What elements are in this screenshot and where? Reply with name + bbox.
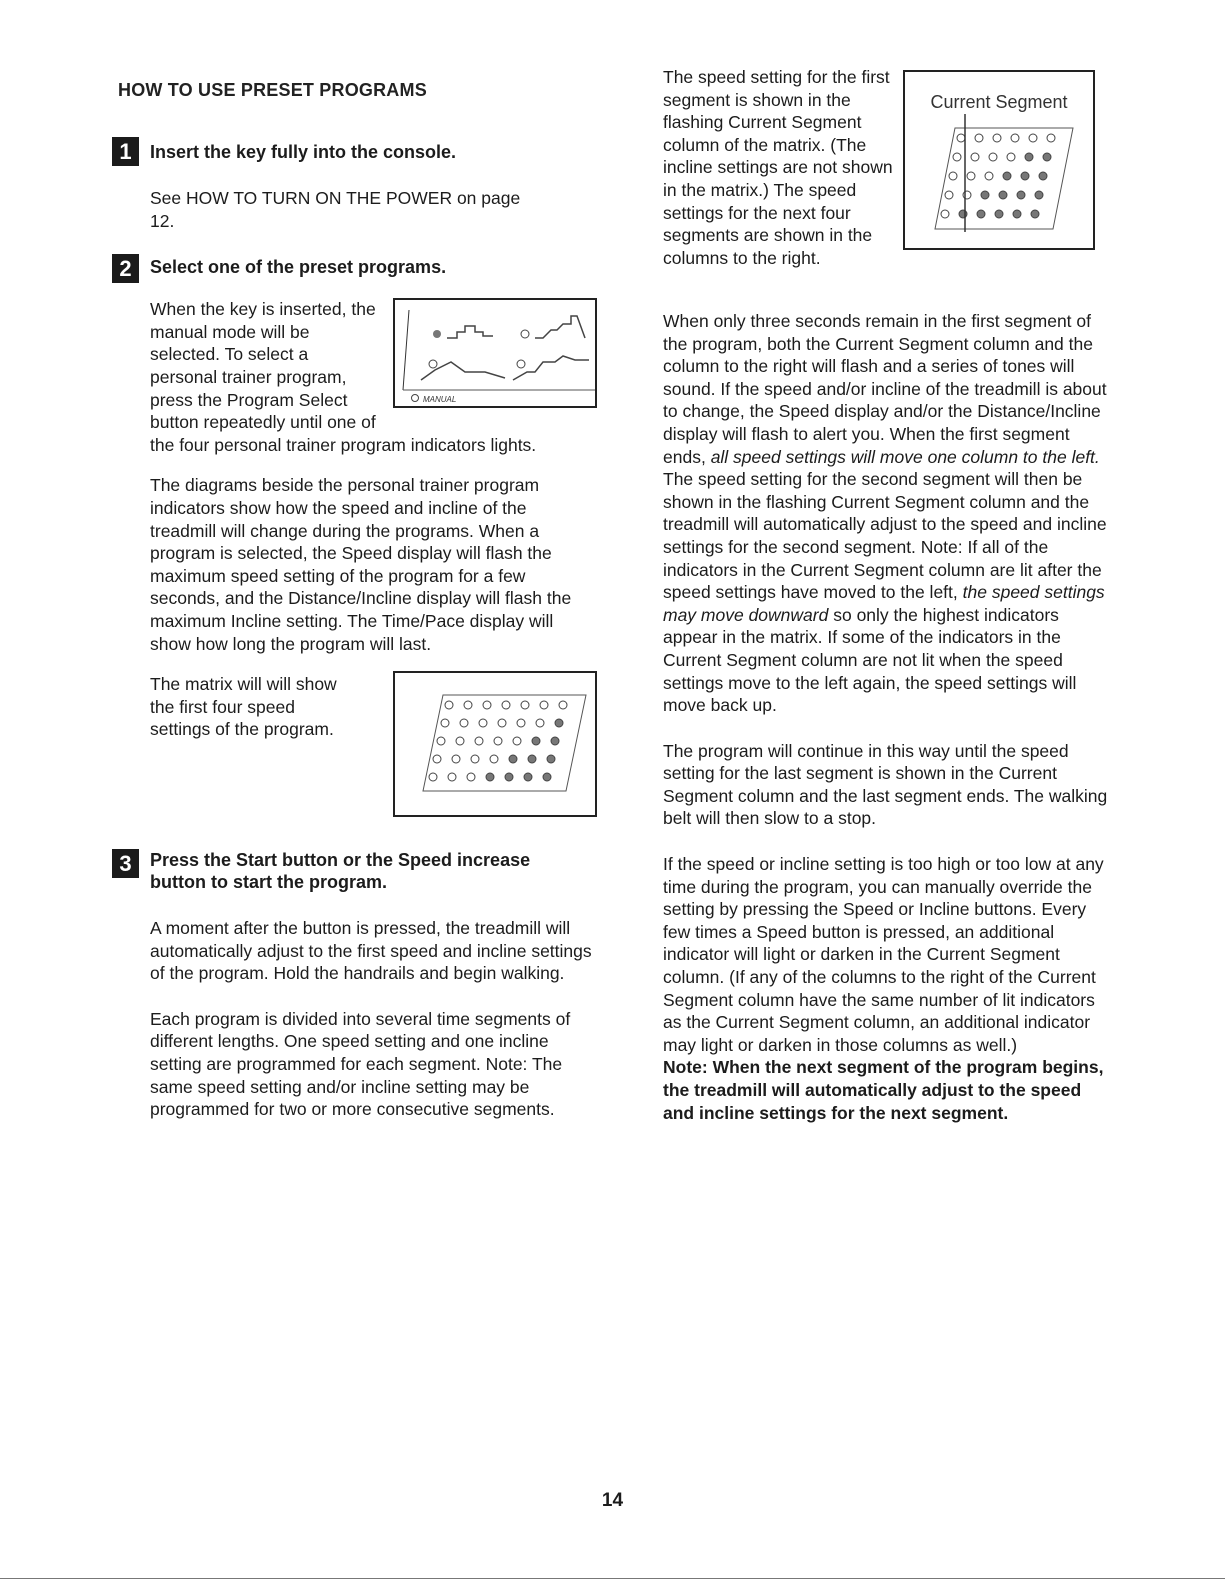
- current-segment-figure: [903, 70, 1095, 250]
- step-3-title: Press the Start button or the Speed increase button to start the program.: [150, 850, 531, 893]
- matrix-indicator: [464, 701, 472, 709]
- matrix-indicator: [941, 210, 949, 218]
- matrix-indicator: [1007, 153, 1015, 161]
- step-3: [112, 849, 597, 1121]
- matrix-indicator: [953, 153, 961, 161]
- manual-label: MANUAL: [423, 395, 457, 405]
- matrix-indicator: [509, 755, 517, 763]
- matrix-indicator: [528, 755, 536, 763]
- program-indicator-figure: [393, 298, 597, 408]
- right-column: [663, 66, 1113, 1124]
- matrix-indicator: [521, 701, 529, 709]
- matrix-indicator: [456, 737, 464, 745]
- step-3-text-1: A moment after the button is pressed, the treadmill will automatically adjust to the first speed and incline settings of the program. Hold the handrails and begin walking.: [150, 918, 592, 984]
- current-segment-label: Current Segment: [930, 92, 1068, 112]
- matrix-indicator: [460, 719, 468, 727]
- step-2-text-2: The diagrams beside the personal trainer program indicators show how the speed and incline of the treadmill will change during the programs. When a program is selected, the Speed display will flash the maximum speed setting of the program for a few seconds, and the Distance/Incline display will flash the maximum Incline setting. The Time/Pace display will show how long the program will last.: [150, 475, 572, 654]
- p1-text-a: When only three seconds remain in the first segment of the program, both the Current Segment column and the column to the right will flash and a series of tones will sound. If the speed and/or incline of the treadmill is about to change, the Speed display and/or the Distance/Incline display will flash to alert you. When the first segment ends,: [663, 311, 1107, 467]
- left-column: [112, 70, 597, 1121]
- matrix-indicator: [547, 755, 555, 763]
- p1-text-e: so only the highest indicators appear in the matrix. If some of the indicators in the Current Segment column are not lit when the speed settings move to the left again, the speed settings will move back up.: [663, 604, 1077, 716]
- matrix-indicator: [467, 773, 475, 781]
- matrix-indicator: [1043, 153, 1051, 161]
- matrix-indicator: [981, 191, 989, 199]
- matrix-indicator: [949, 172, 957, 180]
- intro-text: The speed setting for the first segment is shown in the flashing Current Segment column of the matrix. (The incline settings are not shown in the matrix.) The speed settings for the next four segments are shown in the columns to the right.: [663, 67, 893, 268]
- step-number-badge: 2: [112, 254, 139, 283]
- matrix-indicator: [498, 719, 506, 727]
- matrix-indicator: [971, 153, 979, 161]
- matrix-indicator: [945, 191, 953, 199]
- p1-italic-b: all speed settings will move one column to the left.: [710, 446, 1100, 467]
- matrix-indicator: [445, 701, 453, 709]
- matrix-indicator: [517, 719, 525, 727]
- matrix-indicator: [993, 134, 1001, 142]
- matrix-indicator: [957, 134, 965, 142]
- matrix-indicator: [963, 191, 971, 199]
- step-2-title: Select one of the preset programs.: [150, 257, 447, 278]
- matrix-indicator: [1011, 134, 1019, 142]
- matrix-indicator: [555, 719, 563, 727]
- step-1-text: See HOW TO TURN ON THE POWER on page 12.: [150, 188, 521, 231]
- p1-text-c: The speed setting for the second segment will then be shown in the flashing Current Segment column and the treadmill will automatically adjust to the speed and incline settings for the second segment. Note: If all of the indicators in the Current Segment column are lit after the speed settings have moved to the left,: [663, 469, 1107, 603]
- matrix-indicator: [490, 755, 498, 763]
- matrix-indicator: [1029, 134, 1037, 142]
- step-2: [112, 256, 597, 823]
- step-number-badge: 1: [112, 137, 139, 166]
- matrix-figure: [393, 671, 597, 817]
- matrix-indicator: [505, 773, 513, 781]
- matrix-indicator: [532, 737, 540, 745]
- matrix-indicator: [1039, 172, 1047, 180]
- matrix-indicator: [999, 191, 1007, 199]
- matrix-indicator: [1003, 172, 1011, 180]
- step-number-badge: 3: [112, 849, 139, 878]
- right-paragraph-2: The program will continue in this way until the speed setting for the last segment is shown in the Current Segment column and the last segment ends. The walking belt will then slow to a stop.: [663, 740, 1108, 829]
- matrix-indicator: [536, 719, 544, 727]
- matrix-indicator: [502, 701, 510, 709]
- right-paragraph-1: [663, 310, 1113, 717]
- matrix-indicator: [1035, 191, 1043, 199]
- matrix-indicator: [543, 773, 551, 781]
- matrix-indicator: [483, 701, 491, 709]
- matrix-indicator: [452, 755, 460, 763]
- section-heading: HOW TO USE PRESET PROGRAMS: [118, 80, 427, 100]
- page-number: 14: [601, 1490, 624, 1511]
- matrix-indicator: [524, 773, 532, 781]
- matrix-indicator: [1047, 134, 1055, 142]
- matrix-indicator: [959, 210, 967, 218]
- page-bottom-rule: [0, 1578, 1225, 1579]
- step-1: [112, 141, 597, 232]
- matrix-indicator: [1025, 153, 1033, 161]
- matrix-indicator: [540, 701, 548, 709]
- matrix-indicator: [471, 755, 479, 763]
- step-2-text-1: When the key is inserted, the manual mode will be selected. To select a personal trainer program, press the Program Select button repeatedly until one of the four personal trainer program indicators lights.: [150, 299, 537, 455]
- matrix-indicator: [559, 701, 567, 709]
- matrix-indicator: [486, 773, 494, 781]
- matrix-indicator: [989, 153, 997, 161]
- step-3-text-2: Each program is divided into several time segments of different lengths. One speed setting and one incline setting are programmed for each segment. Note: The same speed setting and/or incline setting may be programmed for two or more consecutive segments.: [150, 1008, 571, 1120]
- matrix-indicator: [448, 773, 456, 781]
- matrix-indicator: [437, 737, 445, 745]
- matrix-indicator: [551, 737, 559, 745]
- step-2-text-3: The matrix will will show the first four speed settings of the program.: [150, 674, 337, 740]
- matrix-indicator: [433, 755, 441, 763]
- matrix-indicator: [1031, 210, 1039, 218]
- matrix-indicator: [441, 719, 449, 727]
- matrix-indicator: [1013, 210, 1021, 218]
- right-paragraph-3: If the speed or incline setting is too high or too low at any time during the program, you can manually override the setting by pressing the Speed or Incline buttons. Every few times a Speed button is pressed, an additional indicator will light or darken in the Current Segment column. (If any of the columns to the right of the Current Segment column have the same number of lit indicators as the Current Segment column, an additional indicator may light or darken in those columns as well.): [663, 854, 1104, 1055]
- matrix-indicator: [1021, 172, 1029, 180]
- matrix-indicator: [977, 210, 985, 218]
- matrix-indicator: [995, 210, 1003, 218]
- matrix-indicator: [475, 737, 483, 745]
- matrix-indicator: [975, 134, 983, 142]
- matrix-indicator: [513, 737, 521, 745]
- matrix-indicator: [967, 172, 975, 180]
- matrix-indicator: [1017, 191, 1025, 199]
- step-1-title: Insert the key fully into the console.: [150, 142, 457, 162]
- matrix-indicator: [479, 719, 487, 727]
- right-note: Note: When the next segment of the program begins, the treadmill will automatically adjust to the speed and incline settings for the next segment.: [663, 1057, 1104, 1123]
- matrix-indicator: [429, 773, 437, 781]
- matrix-indicator: [494, 737, 502, 745]
- p1-italic-d: the speed settings may move downward: [663, 582, 1105, 625]
- matrix-indicator: [985, 172, 993, 180]
